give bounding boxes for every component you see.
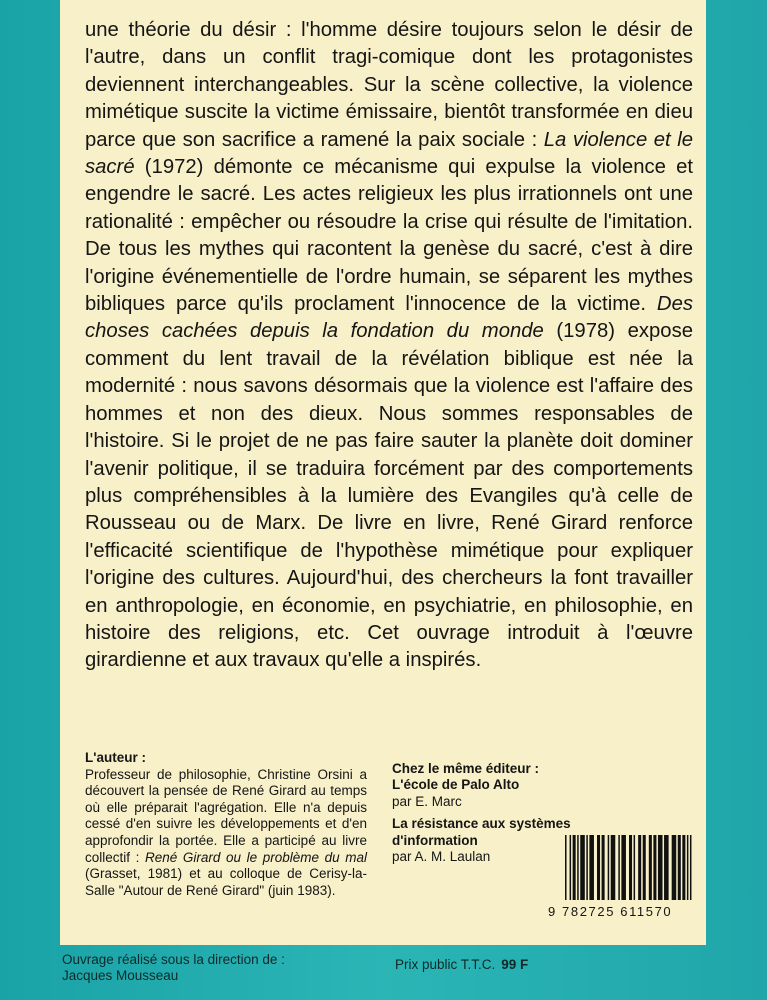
book2-author: par A. M. Laulan [392, 849, 491, 865]
book2-title-line2: d'information [392, 832, 478, 848]
credit-line-2: Jacques Mousseau [62, 968, 179, 984]
blurb-text-2: (1972) démonte ce mécanisme qui expulse la violence et engendre le sacré. Les actes religieux les plus irrationnels ont une rationalité : empêcher ou résoudre la crise qui résulte de l'imitation. De tous les mythes qui racontent la genèse du sacré, c'est à dire l'origine événementielle de l'ordre humain, se séparent les mythes bibliques parce qu'ils proclament l'innocence de la victime. [85, 156, 693, 316]
publisher-heading: Chez le même éditeur : [392, 761, 540, 776]
author-bio [85, 750, 367, 899]
book1-title: L'école de Palo Alto [392, 777, 520, 793]
author-heading: L'auteur : [85, 750, 146, 765]
author-text-1: Professeur de philosophie, Christine Orsini a découvert la pensée de René Girard au temps où elle préparait l'agrégation. Elle n'a depuis cessé d'en suivre les développements et d'en approfondir la portée. Elle a participé au livre collectif : [85, 766, 367, 865]
author-text-2: (Grasset, 1981) et au colloque de Cerisy-la-Salle "Autour de René Girard" (juin 1983). [85, 866, 367, 898]
book1-author: par E. Marc [392, 793, 462, 809]
credit-line-1: Ouvrage réalisé sous la direction de : [62, 952, 285, 967]
price-label: Prix public T.T.C. [395, 957, 496, 972]
blurb-text-3: (1978) expose comment du lent travail de la révélation biblique est née la modernité : nous savons désormais que la violence est l'affaire des hommes et non des dieux. Nous sommes responsables de l'histoire. Si le projet de ne pas faire sauter la planète doit dominer l'avenir politique, il se traduira forcément par des comportements plus compréhensibles à la lumière des Evangiles qu'à celle de Rousseau ou de Marx. De livre en livre, René Girard renforce l'efficacité scientifique de l'hypothèse mimétique pour expliquer l'origine des cultures. Aujourd'hui, des chercheurs la font travailler en anthropologie, en économie, en psychiatrie, en philosophie, en histoire des religions, etc. Cet ouvrage introduit à l'œuvre girardienne et aux travaux qu'elle a inspirés. [85, 320, 694, 672]
back-cover-blurb [85, 17, 693, 675]
book-title-violence-sacre: La violence et le sacré [85, 128, 693, 179]
barcode-graphic [565, 835, 693, 900]
book2-title-line1: La résistance aux systèmes [392, 816, 571, 832]
author-book-title: René Girard ou le problème du mal [144, 849, 367, 865]
book-title-choses-cachees: Des choses cachées depuis la fondation du monde [85, 293, 693, 343]
barcode-digits: 9 782725 611570 [548, 904, 673, 919]
editorial-credit [62, 952, 382, 985]
price-line [395, 957, 528, 972]
price-value: 99 F [501, 957, 529, 972]
blurb-text-1: une théorie du désir : l'homme désire toujours selon le désir de l'autre, dans un conflit tragi-comique dont les protagonistes deviennent interchangeables. Sur la scène collective, la violence mimétique suscite la victime émissaire, bientôt transformée en dieu parce que son sacrifice a ramené la paix sociale : [85, 19, 693, 151]
